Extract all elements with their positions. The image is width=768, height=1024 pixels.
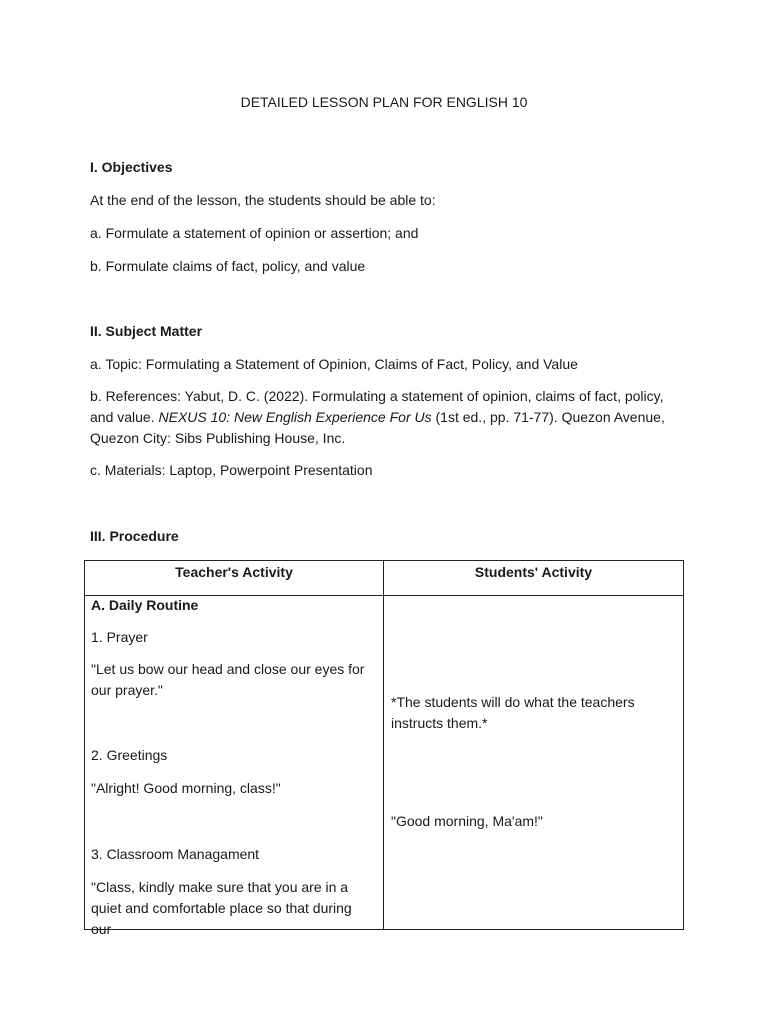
prayer-quote: "Let us bow our head and close our eyes for our prayer." — [91, 661, 365, 698]
subject-references — [90, 386, 690, 449]
subject-materials: c. Materials: Laptop, Powerpoint Presentation — [90, 462, 373, 478]
references-prefix: b. References: Yabut, D. C. (2022). Formulating a statement of opinion, claims of fact, policy, and value. — [90, 388, 664, 425]
table-column-divider — [383, 561, 384, 929]
column-header-students: Students' Activity — [474, 564, 593, 580]
document-title: DETAILED LESSON PLAN FOR ENGLISH 10 — [240, 94, 528, 110]
subject-matter-heading: II. Subject Matter — [90, 323, 203, 339]
references-book-title: NEXUS 10: New English Experience For Us — [158, 409, 432, 425]
objectives-intro: At the end of the lesson, the students should be able to: — [90, 192, 436, 208]
classroom-management-quote: "Class, kindly make sure that you are in a quiet and comfortable place so that during our — [91, 879, 352, 937]
classroom-management-label: 3. Classroom Managament — [91, 846, 260, 862]
prayer-response: *The students will do what the teachers instructs them.* — [391, 694, 635, 731]
objectives-heading: I. Objectives — [90, 159, 173, 175]
column-header-teacher: Teacher's Activity — [175, 564, 293, 580]
prayer-label: 1. Prayer — [91, 629, 148, 645]
objective-item: b. Formulate claims of fact, policy, and value — [90, 258, 366, 274]
references-suffix: (1st ed., pp. 71-77). Quezon Avenue, Quezon City: Sibs Publishing House, Inc. — [90, 409, 665, 446]
greetings-quote: "Alright! Good morning, class!" — [91, 780, 281, 796]
section-daily-routine: A. Daily Routine — [91, 597, 199, 613]
objective-item: a. Formulate a statement of opinion or assertion; and — [90, 225, 419, 241]
subject-topic: a. Topic: Formulating a Statement of Opinion, Claims of Fact, Policy, and Value — [90, 356, 578, 372]
procedure-table — [84, 560, 684, 937]
greetings-response: "Good morning, Ma'am!" — [391, 813, 543, 829]
greetings-label: 2. Greetings — [91, 747, 168, 763]
procedure-heading: III. Procedure — [90, 528, 179, 544]
